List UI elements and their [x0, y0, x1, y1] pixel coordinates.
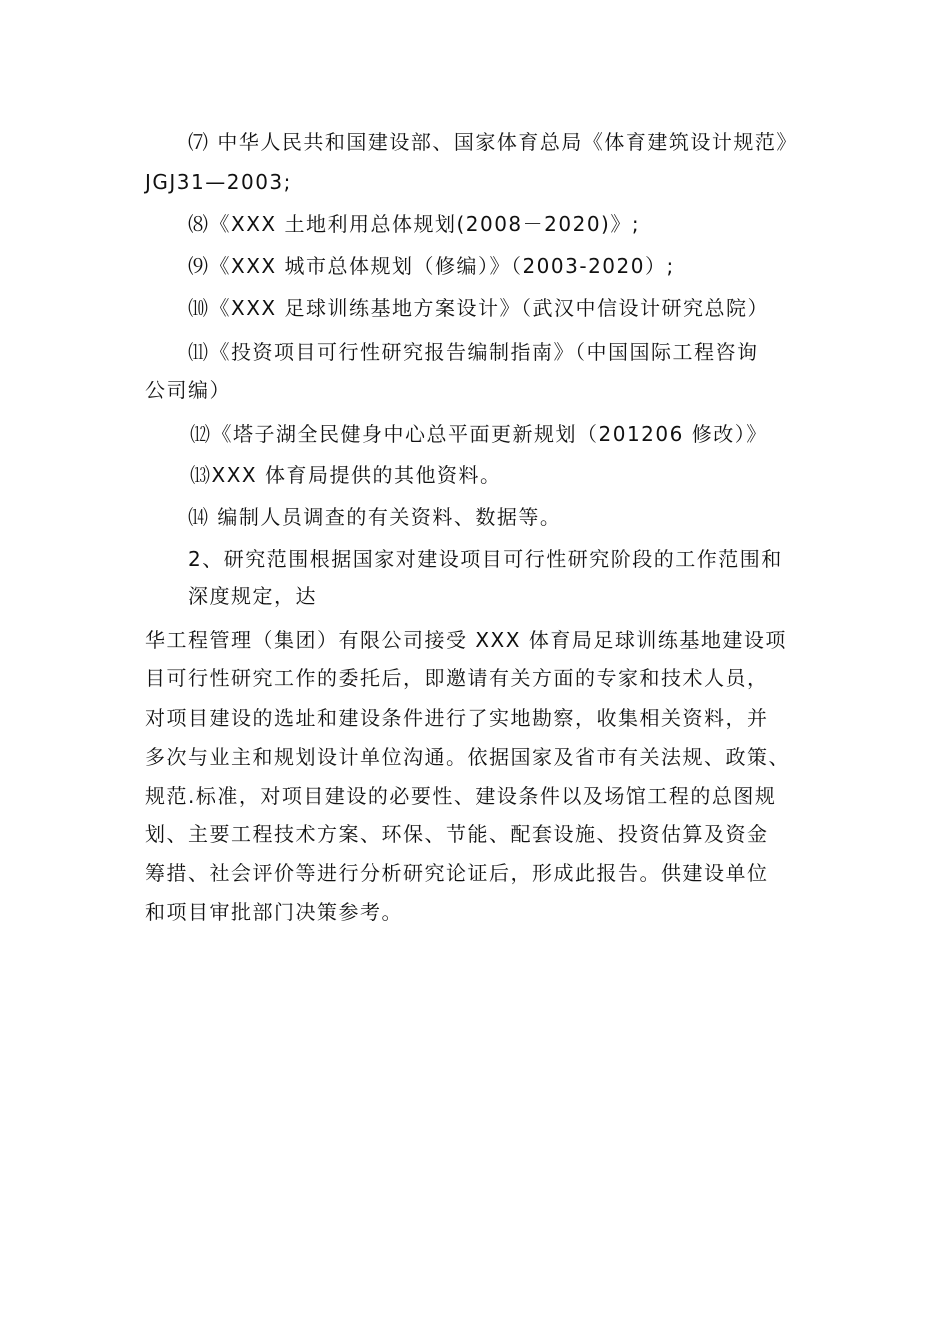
scope-body-line-3: 对项目建设的选址和建设条件进行了实地勘察，收集相关资料，并 — [145, 706, 769, 730]
reference-12: ⑿《塔子湖全民健身中心总平面更新规划（201206 修改）》 — [190, 422, 768, 446]
reference-13: ⒀XXX 体育局提供的其他资料。 — [190, 463, 502, 487]
reference-14: ⒁ 编制人员调查的有关资料、数据等。 — [188, 505, 562, 529]
scope-body-line-5: 规范.标准，对项目建设的必要性、建设条件以及场馆工程的总图规 — [145, 784, 777, 808]
reference-9: ⑼《XXX 城市总体规划（修编）》（2003-2020）; — [188, 254, 675, 278]
scope-body-line-8: 和项目审批部门决策参考。 — [145, 900, 403, 924]
scope-heading-line-1: 2、研究范围根据国家对建设项目可行性研究阶段的工作范围和 — [188, 547, 783, 571]
reference-11-line-1: ⑾《投资项目可行性研究报告编制指南》（中国国际工程咨询 — [188, 340, 759, 364]
reference-7-line-1: ⑺ 中华人民共和国建设部、国家体育总局《体育建筑设计规范》 — [188, 130, 798, 154]
scope-body-line-4: 多次与业主和规划设计单位沟通。依据国家及省市有关法规、政策、 — [145, 745, 790, 769]
reference-11-line-2: 公司编） — [145, 378, 231, 402]
scope-body-line-2: 目可行性研究工作的委托后，即邀请有关方面的专家和技术人员， — [145, 666, 769, 690]
reference-8: ⑻《XXX 土地利用总体规划(2008－2020)》; — [188, 212, 641, 236]
scope-body-line-7: 筹措、社会评价等进行分析研究论证后，形成此报告。供建设单位 — [145, 861, 769, 885]
scope-body-line-6: 划、主要工程技术方案、环保、节能、配套设施、投资估算及资金 — [145, 822, 769, 846]
scope-body-line-1: 华工程管理（集团）有限公司接受 XXX 体育局足球训练基地建设项 — [145, 628, 787, 652]
scope-heading-line-2: 深度规定，达 — [188, 584, 317, 608]
reference-7-line-2: JGJ31—2003; — [145, 170, 292, 194]
reference-10: ⑽《XXX 足球训练基地方案设计》（武汉中信设计研究总院） — [188, 296, 769, 320]
